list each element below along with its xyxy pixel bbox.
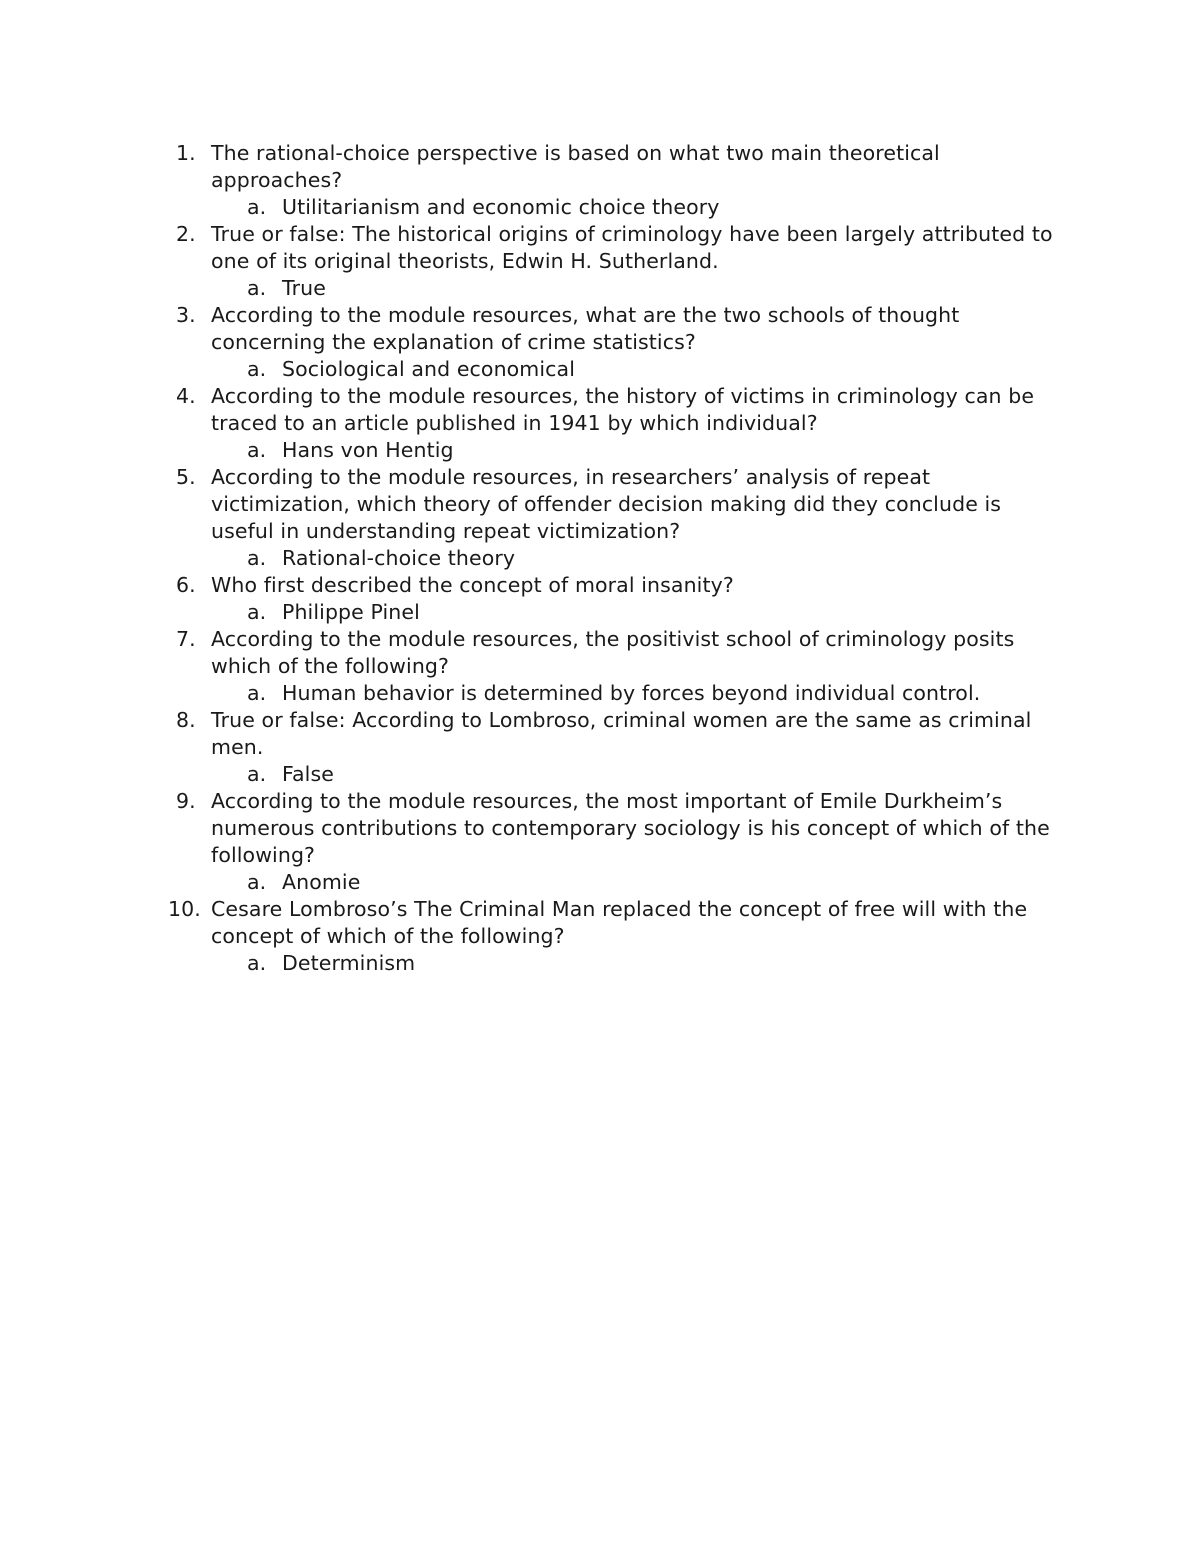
answer-letter: a. [247,438,267,462]
question-text: According to the module resources, the history of victims in criminology can be traced to an article published in 1941 by which individual? [211,384,1035,435]
question-number: 5. [176,465,196,489]
question-item-6 [168,572,1068,626]
question-text: The rational-choice perspective is based on what two main theoretical approaches? [211,141,940,192]
answer-item [211,869,1068,896]
question-text: According to the module resources, the positivist school of criminology posits which of the following? [211,627,1015,678]
question-item-7 [168,626,1068,707]
question-number: 3. [176,303,196,327]
answer-item [211,194,1068,221]
question-number: 9. [176,789,196,813]
question-text: According to the module resources, what are the two schools of thought concerning the explanation of crime statistics? [211,303,960,354]
answer-text: True [282,276,326,300]
answer-letter: a. [247,276,267,300]
question-item-9 [168,788,1068,896]
question-number: 7. [176,627,196,651]
question-number: 8. [176,708,196,732]
answer-item [211,356,1068,383]
answer-letter: a. [247,951,267,975]
answer-text: Human behavior is determined by forces beyond individual control. [282,681,981,705]
question-item-10 [168,896,1068,977]
question-item-5 [168,464,1068,572]
question-item-2 [168,221,1068,302]
answer-item [211,599,1068,626]
question-item-8 [168,707,1068,788]
answer-text: Determinism [282,951,416,975]
question-text: According to the module resources, the most important of Emile Durkheim’s numerous contributions to contemporary sociology is his concept of which of the following? [211,789,1050,867]
answer-item [211,950,1068,977]
answer-item [211,761,1068,788]
question-text: Who first described the concept of moral insanity? [211,573,734,597]
answer-text: Sociological and economical [282,357,575,381]
question-number: 6. [176,573,196,597]
answer-text: False [282,762,334,786]
answer-text: Philippe Pinel [282,600,420,624]
question-text: True or false: The historical origins of criminology have been largely attributed to one of its original theorists, Edwin H. Sutherland. [211,222,1053,273]
answer-letter: a. [247,762,267,786]
answer-item [211,275,1068,302]
answer-text: Rational-choice theory [282,546,516,570]
answer-text: Hans von Hentig [282,438,454,462]
answer-item [211,680,1068,707]
question-number: 1. [176,141,196,165]
answer-letter: a. [247,870,267,894]
answer-item [211,545,1068,572]
answer-letter: a. [247,546,267,570]
question-number: 10. [168,897,201,921]
answer-letter: a. [247,681,267,705]
answer-letter: a. [247,600,267,624]
answer-letter: a. [247,195,267,219]
question-item-3 [168,302,1068,383]
answer-letter: a. [247,357,267,381]
question-text: According to the module resources, in researchers’ analysis of repeat victimization, which theory of offender decision making did they conclude is useful in understanding repeat victimization? [211,465,1002,543]
question-list [168,140,1068,977]
answer-item [211,437,1068,464]
question-text: True or false: According to Lombroso, criminal women are the same as criminal men. [211,708,1032,759]
answer-text: Anomie [282,870,361,894]
question-text: Cesare Lombroso’s The Criminal Man replaced the concept of free will with the concept of which of the following? [211,897,1028,948]
question-item-1 [168,140,1068,221]
question-number: 2. [176,222,196,246]
question-number: 4. [176,384,196,408]
answer-text: Utilitarianism and economic choice theory [282,195,720,219]
question-item-4 [168,383,1068,464]
